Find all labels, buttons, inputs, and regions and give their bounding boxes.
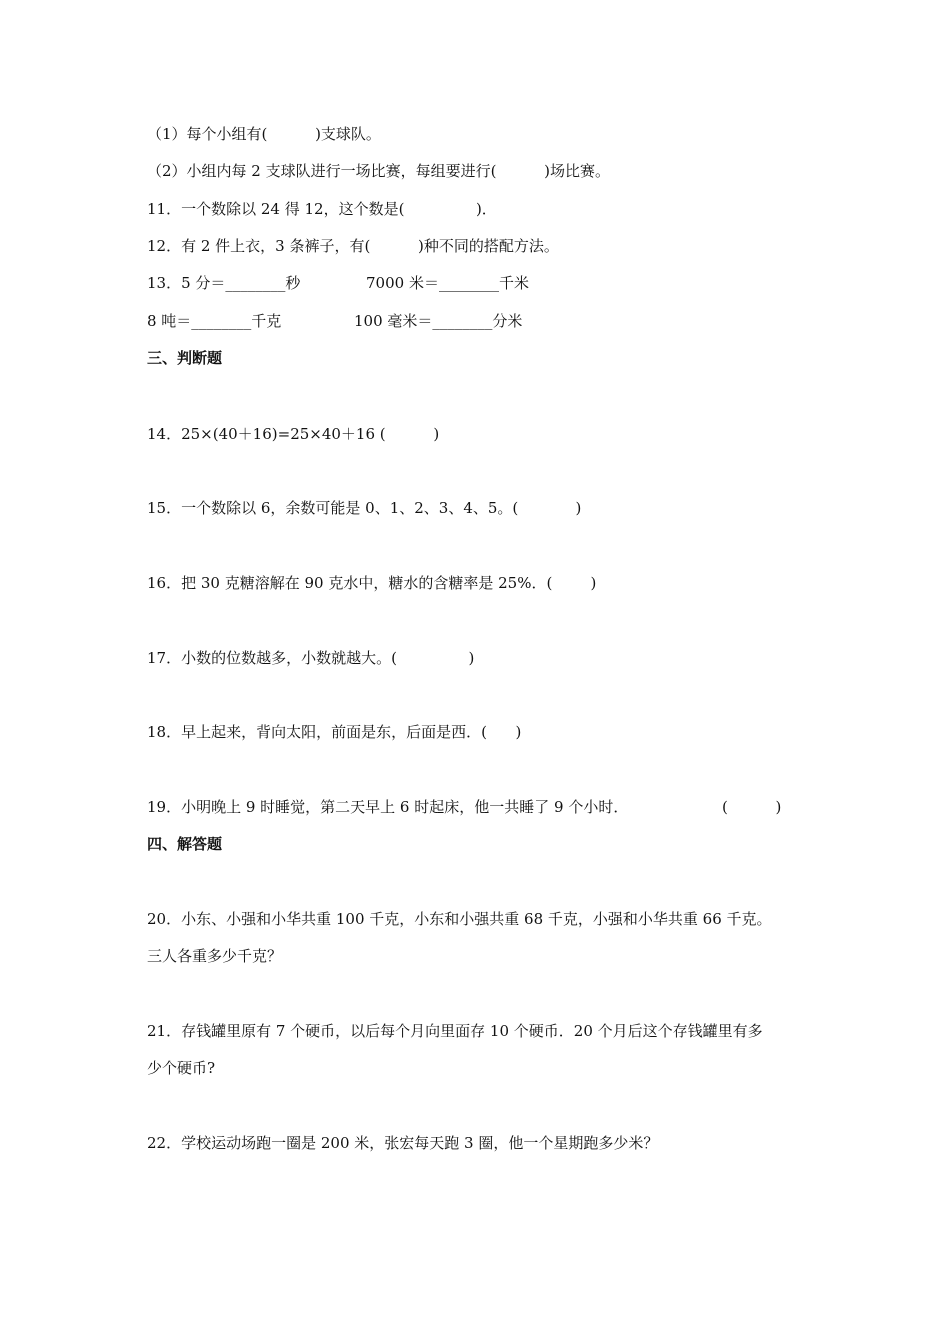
question-22: 22．学校运动场跑一圈是 200 米，张宏每天跑 3 圈，他一个星期跑多少米？: [147, 1134, 659, 1152]
question-10-sub2: （2）小组内每 2 支球队进行一场比赛，每组要进行( )场比赛。: [147, 162, 611, 180]
question-16: 16．把 30 克糖溶解在 90 克水中，糖水的含糖率是 25%．( ): [147, 574, 597, 592]
question-19: 19．小明晚上 9 时睡觉，第二天早上 6 时起床，他一共睡了 9 个小时．: [147, 798, 629, 816]
question-13-part-c: 8 吨＝________千克: [147, 312, 282, 330]
section-4-title: 四、解答题: [147, 835, 223, 853]
question-19-answer-blank: ( ): [722, 798, 782, 816]
question-10-sub1: （1）每个小组有( )支球队。: [147, 125, 381, 143]
question-12: 12．有 2 件上衣，3 条裤子，有( )种不同的搭配方法。: [147, 237, 559, 255]
question-13-part-a: 13．5 分＝________秒: [147, 274, 301, 292]
section-3-title: 三、判断题: [147, 349, 223, 367]
question-13-part-b: 7000 米＝________千米: [366, 274, 529, 292]
question-15: 15．一个数除以 6，余数可能是 0、1、2、3、4、5。( ): [147, 499, 582, 517]
question-13-part-d: 100 毫米＝________分米: [354, 312, 523, 330]
question-14: 14．25×(40＋16)=25×40＋16 ( ): [147, 425, 440, 443]
question-21-line-2: 少个硬币?: [147, 1059, 216, 1077]
question-20-line-2: 三人各重多少千克？: [147, 947, 283, 965]
question-17: 17．小数的位数越多，小数就越大。( ): [147, 649, 475, 667]
question-18: 18．早上起来，背向太阳，前面是东，后面是西．( ): [147, 723, 522, 741]
question-11: 11．一个数除以 24 得 12，这个数是( )．: [147, 200, 497, 218]
question-20-line-1: 20．小东、小强和小华共重 100 千克，小东和小强共重 68 千克，小强和小华共重 66 千克。: [147, 910, 772, 928]
question-21-line-1: 21．存钱罐里原有 7 个硬币，以后每个月向里面存 10 个硬币．20 个月后这个存钱罐里有多: [147, 1022, 763, 1040]
